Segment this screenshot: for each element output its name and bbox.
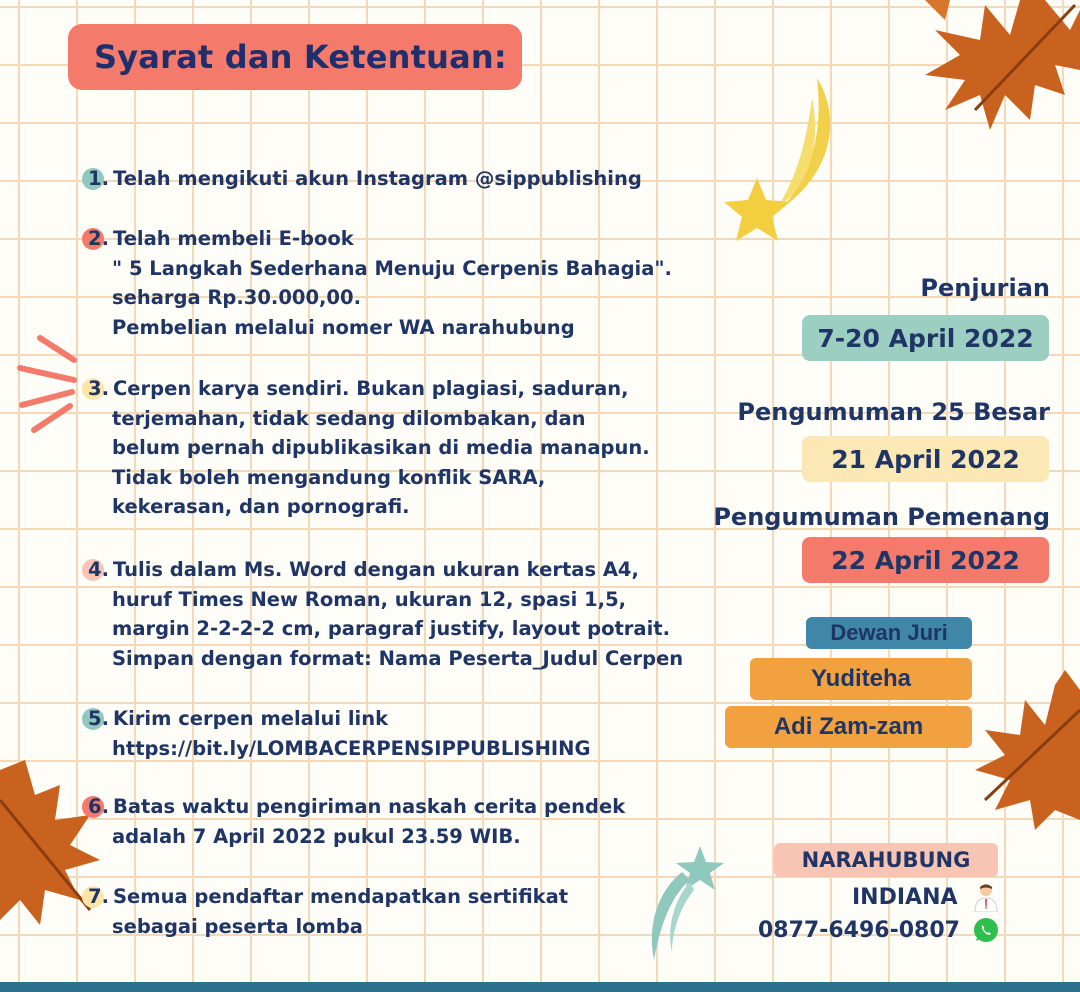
jury-member-pill: Yuditeha <box>750 658 972 700</box>
rule-text: Tulis dalam Ms. Word dengan ukuran kertas A4, <box>112 558 639 581</box>
rule-text: Simpan dengan format: Nama Peserta_Judul Cerpen <box>112 646 684 670</box>
rule-text: terjemahan, tidak sedang dilombakan, dan <box>112 406 586 430</box>
jury-label-pill: Dewan Juri <box>806 617 972 649</box>
judging-date-pill: 7-20 April 2022 <box>802 315 1049 361</box>
rule-text: Cerpen karya sendiri. Bukan plagiasi, saduran, <box>112 377 629 400</box>
contact-name: INDIANA <box>852 885 958 910</box>
rule-text: Batas waktu pengiriman naskah cerita pendek <box>112 795 626 818</box>
rule-number: 4. <box>88 558 109 581</box>
rule-text: " 5 Langkah Sederhana Menuju Cerpenis Bahagia". <box>112 256 672 280</box>
rule-item-3 <box>80 374 650 522</box>
contact-phone: 0877-6496-0807 <box>758 918 960 943</box>
whatsapp-icon[interactable] <box>972 916 1000 944</box>
judging-label: Penjurian <box>920 274 1050 302</box>
shooting-star-teal-icon <box>642 842 727 962</box>
rule-text: huruf Times New Roman, ukuran 12, spasi 1,5, <box>112 587 627 611</box>
rule-text: seharga Rp.30.000,00. <box>112 286 361 309</box>
rule-text: margin 2-2-2-2 cm, paragraf justify, layout potrait. <box>112 617 670 640</box>
rule-text: adalah 7 April 2022 pukul 23.59 WIB. <box>112 824 521 848</box>
top25-label: Pengumuman 25 Besar <box>737 398 1050 426</box>
shooting-star-yellow-icon <box>722 78 847 253</box>
rule-item-6 <box>80 792 625 851</box>
rule-link-text: https://bit.ly/LOMBACERPENSIPPUBLISHING <box>112 736 591 760</box>
rule-number: 5. <box>88 707 109 730</box>
rule-number: 7. <box>88 885 109 908</box>
bottom-bar <box>0 982 1080 992</box>
rule-text: Semua pendaftar mendapatkan sertifikat <box>112 885 569 908</box>
top25-date-pill: 21 April 2022 <box>802 436 1049 482</box>
rule-number: 6. <box>88 795 109 818</box>
page-title: Syarat dan Ketentuan: <box>94 38 507 76</box>
burst-lines-icon <box>12 330 82 440</box>
person-icon <box>972 882 1000 912</box>
jury-member-pill: Adi Zam-zam <box>725 706 972 748</box>
rule-item-2 <box>80 224 672 342</box>
maple-leaf-top-right-icon <box>905 0 1080 150</box>
contact-label: NARAHUBUNG <box>801 848 971 872</box>
rule-text: Tidak boleh mengandung konflik SARA, <box>112 465 546 489</box>
winner-label: Pengumuman Pemenang <box>713 503 1050 531</box>
rule-item-7 <box>80 882 568 941</box>
winner-date-pill: 22 April 2022 <box>802 537 1049 583</box>
rule-number: 2. <box>88 227 109 250</box>
rule-item-1 <box>80 164 642 194</box>
rule-text: kekerasan, dan pornografi. <box>112 495 410 518</box>
rule-text: Kirim cerpen melalui link <box>112 707 389 730</box>
rule-text: belum pernah dipublikasikan di media manapun. <box>112 436 650 459</box>
rule-number: 1. <box>88 167 109 190</box>
rule-text: Telah mengikuti akun Instagram @sippublishing <box>112 167 642 190</box>
rule-number: 3. <box>88 377 109 400</box>
maple-leaf-right-icon <box>975 670 1080 830</box>
rule-text: Pembelian melalui nomer WA narahubung <box>112 315 575 339</box>
rule-item-5 <box>80 704 590 763</box>
rule-item-4 <box>80 555 683 673</box>
contact-label-pill <box>774 843 998 877</box>
title-box <box>68 24 522 90</box>
rule-text: Telah membeli E-book <box>112 227 354 250</box>
rule-text: sebagai peserta lomba <box>112 914 363 938</box>
